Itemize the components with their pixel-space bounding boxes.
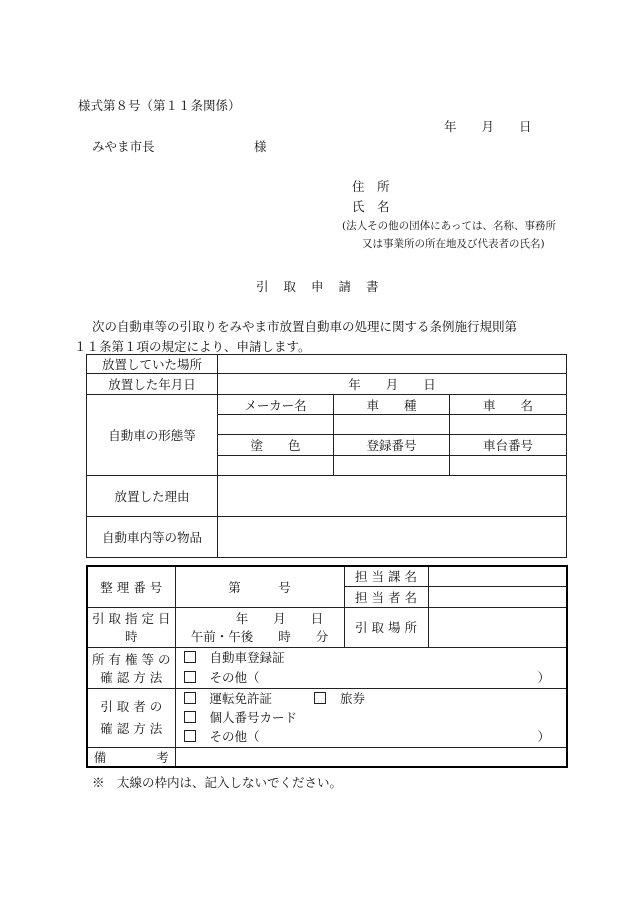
ref-no-label: 整 理 番 号 [87,566,175,607]
receiver-label [87,688,175,747]
date-label: 放置した年月日 [87,374,218,395]
date-line: 年 月 日 [444,119,532,134]
receiver-checkbox-license[interactable] [184,692,196,704]
form-number: 様式第８号（第１１条関係） [78,98,241,113]
upper-table [86,354,567,558]
ownership-label [87,647,175,688]
pickup-place-field[interactable] [428,607,567,647]
receiver-checkbox-passport[interactable] [314,692,326,704]
footnote: ※ 太線の枠内は、記入しないでください。 [92,775,343,790]
person-label: 担 当 者 名 [344,586,428,607]
place-label: 放置していた場所 [87,355,218,374]
dept-field[interactable] [428,566,567,586]
car-name-header: 車 名 [450,395,567,415]
receiver-option-row[interactable] [184,708,567,727]
form-label: 自動車の形態等 [87,395,218,476]
color-header: 塗 色 [218,435,334,456]
address-label: 住 所 [352,179,390,194]
model-field[interactable] [334,415,450,435]
receiver-paren-close: ） [537,729,550,744]
ownership-option-row[interactable] [184,668,567,688]
receiver-option-license: 運転免許証 [209,691,273,706]
color-field[interactable] [218,456,334,476]
dept-label: 担 当 課 名 [344,566,428,586]
pickup-date-label-2: 時 [124,629,138,644]
ownership-option-row[interactable] [184,648,567,668]
ownership-label-2: 確 認 方 法 [100,669,163,685]
reason-label: 放置した理由 [87,476,218,517]
receiver-label-1: 引 取 者 の [100,698,163,714]
receiver-option-other: その他（ [209,729,260,744]
remarks-label: 備 考 [87,747,175,767]
ownership-checkbox-other[interactable] [184,671,196,683]
pickup-date-value-2: 午前・午後 時 分 [190,629,329,644]
receiver-option-row[interactable] [184,727,567,746]
body-line-2: １１条第１項の規定により、申請します。 [74,339,311,354]
ownership-checkbox-registration[interactable] [184,651,196,663]
ownership-option-other: その他（ [209,669,260,685]
corp-note-2: 又は事業所の所在地及び代表者の氏名) [362,238,545,250]
receiver-option-mynumber: 個人番号カード [209,710,298,725]
car-name-field[interactable] [450,415,567,435]
items-label: 自動車内等の物品 [87,517,218,558]
maker-header: メーカー名 [218,395,334,415]
person-field[interactable] [428,586,567,607]
reg-no-field[interactable] [334,456,450,476]
honorific: 様 [254,139,267,154]
items-field[interactable] [218,517,567,558]
receiver-option-passport: 旅券 [340,691,366,706]
receiver-label-2: 確 認 方 法 [100,720,163,736]
receiver-option-row[interactable] [184,689,567,708]
model-header: 車 種 [334,395,450,415]
ownership-label-1: 所 有 権 等 の [92,651,171,667]
pickup-date-field[interactable] [175,607,344,647]
chassis-no-header: 車台番号 [450,435,567,456]
document-title: 引 取 申 請 書 [256,279,380,294]
pickup-date-value-1: 年 月 日 [235,611,324,626]
pickup-place-label: 引 取 場 所 [344,607,428,647]
receiver-checkbox-mynumber[interactable] [184,711,196,723]
reg-no-header: 登録番号 [334,435,450,456]
ownership-option-registration: 自動車登録証 [209,649,285,665]
name-label: 氏 名 [352,199,390,214]
addressee: みやま市長 [92,139,155,154]
remarks-field[interactable] [175,747,567,767]
place-field[interactable] [218,355,567,374]
reason-field[interactable] [218,476,567,517]
corp-note-1: (法人その他の団体にあっては、名称、事務所 [342,220,556,232]
lower-table [86,565,568,768]
ownership-options [175,647,567,688]
ownership-paren-close: ） [537,669,550,685]
receiver-options [175,688,567,747]
receiver-checkbox-other[interactable] [184,730,196,742]
date-field[interactable]: 年 月 日 [218,374,567,395]
chassis-no-field[interactable] [450,456,567,476]
pickup-date-label-1: 引 取 指 定 日 [92,611,171,626]
pickup-date-label [87,607,175,647]
ref-no-field[interactable]: 第 号 [175,566,344,607]
maker-field[interactable] [218,415,334,435]
body-line-1: 次の自動車等の引取りをみやま市放置自動車の処理に関する条例施行規則第 [92,319,518,334]
